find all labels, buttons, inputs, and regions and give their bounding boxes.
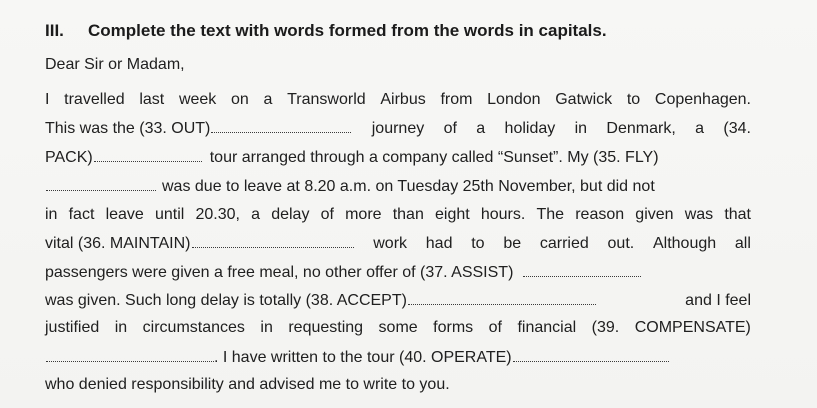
word: leave bbox=[105, 206, 144, 223]
word: carried bbox=[539, 235, 589, 252]
letter-line-10 bbox=[45, 347, 751, 368]
word: more bbox=[345, 206, 382, 223]
word: 20.30, bbox=[195, 206, 240, 223]
word: (39. bbox=[591, 319, 620, 336]
blank-36[interactable] bbox=[192, 233, 354, 248]
word: of bbox=[443, 120, 457, 137]
word: Copenhagen. bbox=[654, 91, 751, 108]
word: I bbox=[45, 91, 50, 108]
word: some bbox=[378, 319, 418, 336]
word: Although bbox=[652, 235, 717, 252]
word: London bbox=[487, 91, 541, 108]
word: delay bbox=[271, 206, 310, 223]
word: that bbox=[724, 206, 751, 223]
letter-line-1 bbox=[45, 90, 751, 110]
word: a bbox=[476, 120, 486, 137]
word: reason bbox=[575, 206, 625, 223]
word: circumstances bbox=[142, 319, 245, 336]
exercise-heading bbox=[45, 21, 607, 41]
word: all bbox=[734, 235, 751, 252]
word: given bbox=[635, 206, 674, 223]
blank-40[interactable] bbox=[513, 347, 669, 362]
word: Denmark, bbox=[606, 120, 676, 137]
word: justified bbox=[45, 319, 100, 336]
word: in bbox=[260, 319, 273, 336]
word: work bbox=[373, 235, 408, 252]
prompt-40: . I have written to the tour (40. OPERATE) bbox=[214, 349, 512, 366]
word: had bbox=[425, 235, 453, 252]
word: from bbox=[440, 91, 473, 108]
word: a bbox=[695, 120, 705, 137]
letter-greeting: Dear Sir or Madam, bbox=[45, 56, 185, 73]
word: financial bbox=[517, 319, 577, 336]
word: of bbox=[320, 206, 334, 223]
blank-33[interactable] bbox=[211, 118, 351, 133]
word: on bbox=[231, 91, 249, 108]
word: be bbox=[503, 235, 522, 252]
line8-tail: and I feel bbox=[685, 292, 751, 309]
letter-line-9 bbox=[45, 318, 751, 338]
letter-line-2 bbox=[45, 118, 751, 139]
word: requesting bbox=[288, 319, 364, 336]
word: to bbox=[471, 235, 485, 252]
word: journey bbox=[371, 120, 425, 137]
blank-34[interactable] bbox=[94, 147, 202, 162]
word: was bbox=[684, 206, 714, 223]
letter-line-6 bbox=[45, 233, 751, 254]
prompt-36: vital (36. MAINTAIN) bbox=[45, 235, 191, 252]
word: forms bbox=[433, 319, 474, 336]
line2-lead bbox=[45, 118, 352, 139]
word: Airbus bbox=[380, 91, 426, 108]
word: fact bbox=[68, 206, 95, 223]
word: out. bbox=[607, 235, 635, 252]
word: in bbox=[114, 319, 128, 336]
blank-39[interactable] bbox=[46, 347, 214, 362]
word: eight bbox=[435, 206, 470, 223]
word: than bbox=[392, 206, 424, 223]
letter-line-8 bbox=[45, 290, 751, 311]
word: in bbox=[574, 120, 588, 137]
word: holiday bbox=[504, 120, 556, 137]
letter-line-5 bbox=[45, 205, 751, 225]
word: to bbox=[626, 91, 641, 108]
word: a bbox=[263, 91, 273, 108]
prompt-33: This was the (33. OUT) bbox=[45, 120, 211, 137]
word: a bbox=[251, 206, 261, 223]
word: in bbox=[45, 206, 58, 223]
line4-text: was due to leave at 8.20 a.m. on Tuesday 25th November, but did not bbox=[162, 178, 655, 195]
line3-text: tour arranged through a company called “Sunset”. My (35. FLY) bbox=[209, 149, 659, 166]
letter-line-3 bbox=[45, 147, 751, 168]
word: of bbox=[488, 319, 502, 336]
letter-line-11: who denied responsibility and advised me to write to you. bbox=[45, 376, 450, 393]
word: last bbox=[139, 91, 165, 108]
word: travelled bbox=[64, 91, 125, 108]
prompt-38: was given. Such long delay is totally (38. ACCEPT) bbox=[45, 292, 407, 309]
exercise-number: III. bbox=[45, 21, 64, 40]
line6-lead bbox=[45, 233, 355, 254]
letter-line-4 bbox=[45, 176, 751, 197]
word: Gatwick bbox=[555, 91, 613, 108]
prompt-34-word: PACK) bbox=[45, 149, 93, 166]
blank-37[interactable] bbox=[523, 262, 641, 277]
line8-lead bbox=[45, 290, 597, 311]
word: week bbox=[178, 91, 217, 108]
word: Transworld bbox=[287, 91, 366, 108]
word: The bbox=[536, 206, 565, 223]
letter-line-7 bbox=[45, 262, 751, 283]
prompt-39: COMPENSATE) bbox=[634, 319, 751, 336]
word: hours. bbox=[480, 206, 526, 223]
prompt-37: passengers were given a free meal, no other offer of (37. ASSIST) bbox=[45, 264, 514, 281]
prompt-34: (34. bbox=[723, 120, 751, 137]
exercise-instruction: Complete the text with words formed from the words in capitals. bbox=[88, 21, 607, 40]
blank-35[interactable] bbox=[46, 176, 156, 191]
word: until bbox=[154, 206, 185, 223]
blank-38[interactable] bbox=[408, 290, 596, 305]
